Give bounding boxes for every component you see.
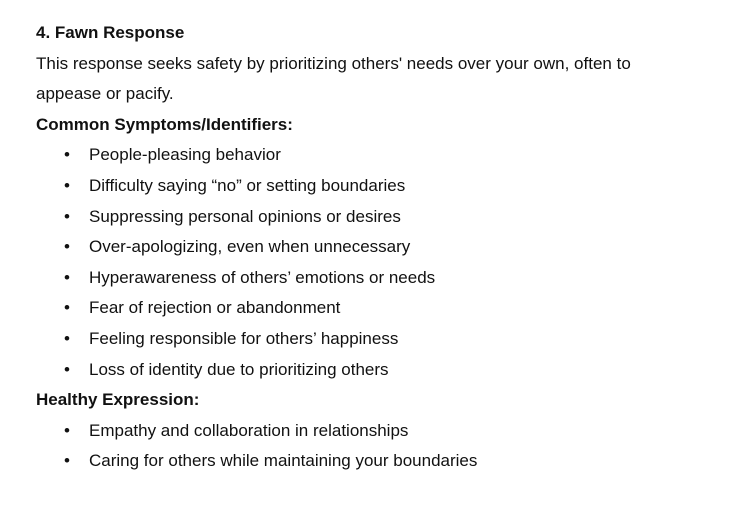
list-item xyxy=(36,293,726,324)
list-item-text: Fear of rejection or abandonment xyxy=(89,298,341,318)
bullet-icon: • xyxy=(64,420,70,440)
list-item-text: People-pleasing behavior xyxy=(89,145,281,165)
list-item-text: Over-apologizing, even when unnecessary xyxy=(89,237,411,257)
list-item-text: Feeling responsible for others’ happiness xyxy=(89,328,399,348)
bullet-icon: • xyxy=(64,451,70,471)
list-item xyxy=(36,232,726,263)
bullet-icon: • xyxy=(64,298,70,318)
list-item-text: Empathy and collaboration in relationships xyxy=(89,420,409,440)
list-item xyxy=(36,202,726,233)
list-item xyxy=(36,446,726,477)
list-item-text: Difficulty saying “no” or setting boundaries xyxy=(89,175,406,195)
healthy-heading: Healthy Expression: xyxy=(36,390,200,410)
section-description-line-1: This response seeks safety by prioritizing others' needs over your own, often to xyxy=(36,53,631,73)
symptoms-list xyxy=(36,140,726,385)
bullet-icon: • xyxy=(64,267,70,287)
bullet-icon: • xyxy=(64,328,70,348)
symptoms-heading: Common Symptoms/Identifiers: xyxy=(36,114,293,134)
list-item xyxy=(36,355,726,386)
bullet-icon: • xyxy=(64,206,70,226)
list-item-text: Suppressing personal opinions or desires xyxy=(89,206,401,226)
list-item xyxy=(36,140,726,171)
list-item-text: Hyperawareness of others’ emotions or needs xyxy=(89,267,436,287)
list-item xyxy=(36,324,726,355)
list-item-text: Loss of identity due to prioritizing others xyxy=(89,359,389,379)
list-item xyxy=(36,263,726,294)
section-title: 4. Fawn Response xyxy=(36,23,185,42)
list-item xyxy=(36,416,726,447)
healthy-list xyxy=(36,416,726,477)
bullet-icon: • xyxy=(64,359,70,379)
bullet-icon: • xyxy=(64,237,70,257)
section-description-line-2: appease or pacify. xyxy=(36,84,174,104)
bullet-icon: • xyxy=(64,175,70,195)
list-item-text: Caring for others while maintaining your boundaries xyxy=(89,451,478,471)
list-item xyxy=(36,171,726,202)
bullet-icon: • xyxy=(64,145,70,165)
document-page xyxy=(36,18,726,477)
